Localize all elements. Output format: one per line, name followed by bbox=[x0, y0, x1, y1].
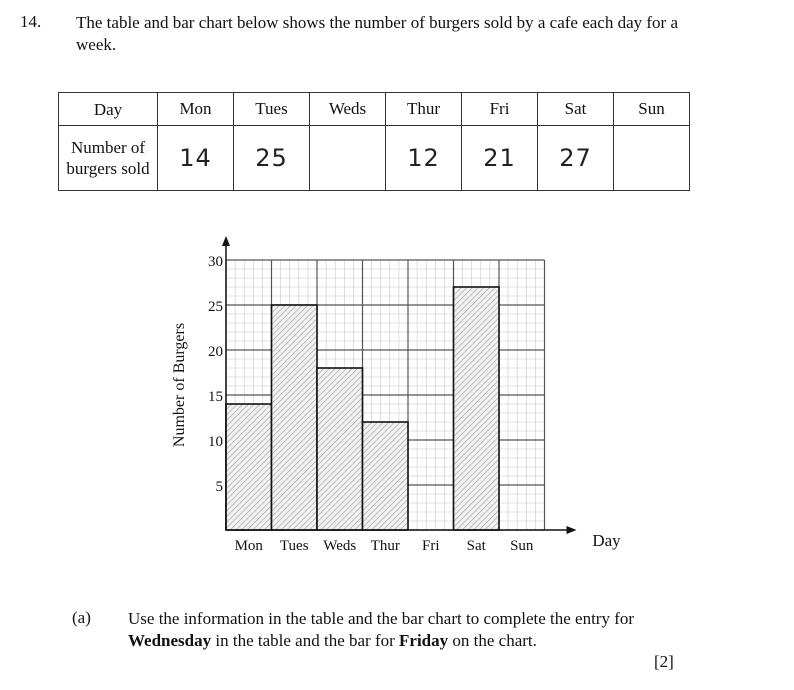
value-cell-tues: 25 bbox=[234, 126, 310, 191]
value-cell-mon: 14 bbox=[158, 126, 234, 191]
table-header-label: Day bbox=[59, 93, 158, 126]
bar-thur bbox=[363, 422, 409, 530]
y-tick-label: 30 bbox=[208, 254, 223, 270]
table-row-label: Number of burgers sold bbox=[59, 126, 158, 191]
part-a-text-1: Use the information in the table and the bar chart to complete the entry for bbox=[128, 609, 635, 628]
x-axis-arrow bbox=[567, 526, 577, 534]
y-tick-label: 10 bbox=[208, 434, 223, 450]
day-header-mon: Mon bbox=[158, 93, 234, 126]
bar-weds bbox=[317, 368, 363, 530]
part-a-bold-wednesday: Wednesday bbox=[128, 631, 212, 650]
y-tick-label: 20 bbox=[208, 344, 223, 360]
part-a-text bbox=[128, 608, 708, 652]
question-number: 14. bbox=[20, 12, 42, 31]
bar-sat bbox=[454, 287, 500, 530]
y-axis-label: Number of Burgers bbox=[171, 322, 188, 448]
x-tick-label-mon: Mon bbox=[234, 538, 263, 554]
bar-tues bbox=[272, 305, 318, 530]
x-tick-label-sun: Sun bbox=[510, 538, 534, 554]
x-tick-label-thur: Thur bbox=[370, 538, 400, 554]
x-tick-label-tues: Tues bbox=[279, 538, 309, 554]
x-tick-label-weds: Weds bbox=[323, 538, 357, 554]
part-a-text-2: in the table and the bar for bbox=[211, 631, 400, 650]
table-header-row bbox=[59, 93, 690, 126]
day-header-fri: Fri bbox=[462, 93, 538, 126]
part-a-label: (a) bbox=[72, 608, 91, 627]
x-tick-label-fri: Fri bbox=[421, 538, 440, 554]
y-tick-label: 5 bbox=[215, 479, 223, 495]
x-tick-label-sat: Sat bbox=[466, 538, 486, 554]
part-a-bold-friday: Friday bbox=[399, 631, 449, 650]
part-a-text-3: on the chart. bbox=[448, 631, 537, 650]
question-text: The table and bar chart below shows the number of burgers sold by a cafe each day for a week. bbox=[76, 13, 679, 54]
value-cell-sun[interactable] bbox=[614, 126, 690, 191]
burger-table bbox=[58, 92, 690, 191]
marks-label: [2] bbox=[654, 652, 674, 671]
value-cell-thur: 12 bbox=[386, 126, 462, 191]
day-header-sat: Sat bbox=[538, 93, 614, 126]
y-axis-arrow bbox=[222, 236, 230, 246]
value-cell-weds[interactable] bbox=[310, 126, 386, 191]
day-header-tues: Tues bbox=[234, 93, 310, 126]
day-header-weds: Weds bbox=[310, 93, 386, 126]
day-header-thur: Thur bbox=[386, 93, 462, 126]
value-cell-fri: 21 bbox=[462, 126, 538, 191]
y-tick-label: 25 bbox=[208, 299, 223, 315]
x-axis-label: Day bbox=[592, 531, 621, 550]
bar-mon bbox=[226, 404, 272, 530]
value-cell-sat: 27 bbox=[538, 126, 614, 191]
day-header-sun: Sun bbox=[614, 93, 690, 126]
bar-chart bbox=[160, 232, 640, 572]
y-tick-label: 15 bbox=[208, 389, 223, 405]
table-values-row bbox=[59, 126, 690, 191]
